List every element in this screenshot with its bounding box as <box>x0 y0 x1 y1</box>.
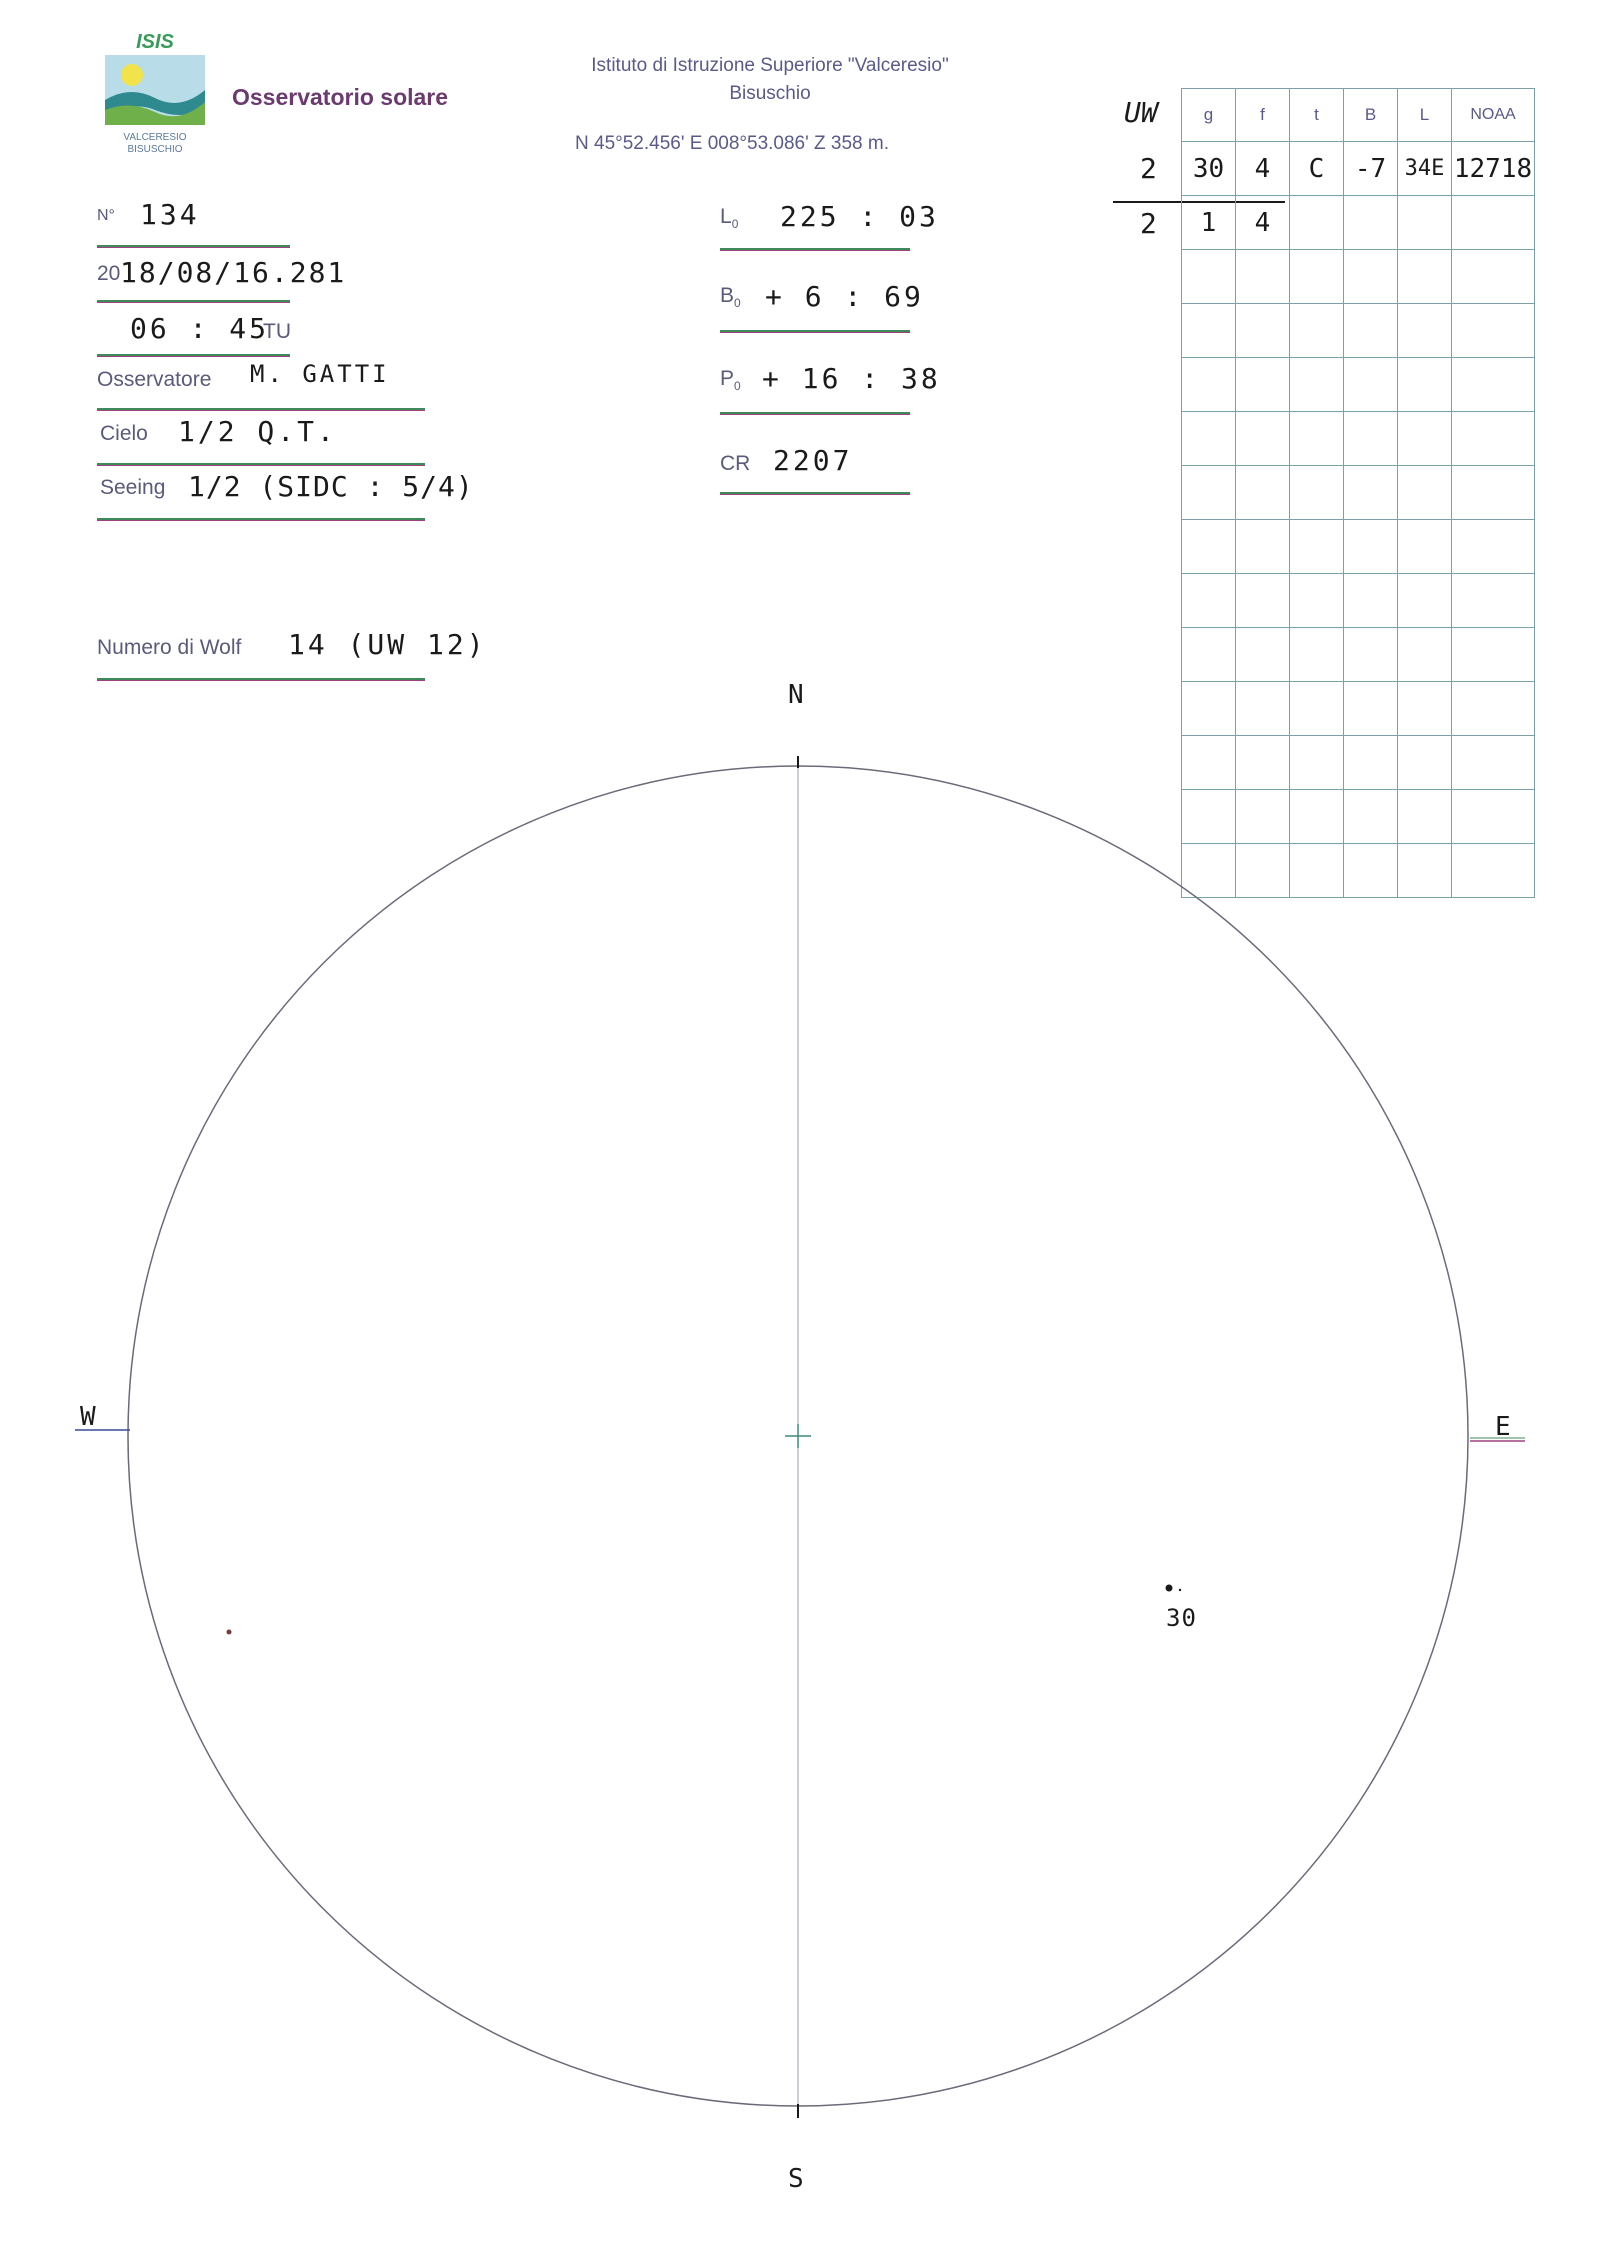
logo-caption-2: BISUSCHIO <box>127 144 183 155</box>
logo-text: ISIS <box>136 31 174 53</box>
cr-label: CR <box>720 452 751 475</box>
date-prefix: 20 <box>97 262 121 285</box>
cell-b: -7 <box>1344 142 1398 196</box>
header-noaa: NOAA <box>1452 89 1535 142</box>
station-coordinates: N 45°52.456' E 008°53.086' Z 358 m. <box>575 133 889 154</box>
header-t: t <box>1290 89 1344 142</box>
group-label-30: 30 <box>1166 1604 1197 1632</box>
header-g: g <box>1182 89 1236 142</box>
seeing-label: Seeing <box>100 476 166 499</box>
header-f: f <box>1236 89 1290 142</box>
east-label: E <box>1495 1412 1511 1442</box>
date-value: 18/08/16.281 <box>120 256 347 289</box>
institute-town: Bisuschio <box>729 83 811 104</box>
logo-caption-1: VALCERESIO <box>123 132 187 143</box>
number-label: N° <box>97 207 115 224</box>
p0-value: + 16 : 38 <box>762 362 941 395</box>
number-value: 134 <box>140 198 200 231</box>
observatory-title: Osservatorio solare <box>232 84 449 110</box>
institute-name: Istituto di Istruzione Superiore "Valceresio" <box>591 55 949 76</box>
cr-value: 2207 <box>773 444 853 477</box>
sky-value: 1/2 Q.T. <box>178 415 337 448</box>
cell-noaa: 12718 <box>1452 142 1535 196</box>
cell-g: 1 <box>1182 196 1236 250</box>
wolf-value: 14 (UW 12) <box>288 628 487 661</box>
header-l: L <box>1398 89 1452 142</box>
b0-label: $B_0$ <box>720 284 741 311</box>
b0-value: + 6 : 69 <box>765 280 924 313</box>
north-label: N <box>788 680 804 710</box>
uw-value-2: 2 <box>1140 207 1160 240</box>
cell-g: 30 <box>1182 142 1236 196</box>
west-label: W <box>80 1402 96 1432</box>
wolf-label: Numero di Wolf <box>97 636 242 659</box>
cell-l: 34E <box>1398 142 1452 196</box>
header-b: B <box>1344 89 1398 142</box>
cell-f: 4 <box>1236 196 1290 250</box>
south-label: S <box>788 2164 804 2194</box>
seeing-value: 1/2 (SIDC : 5/4) <box>188 470 474 503</box>
cell-t: C <box>1290 142 1344 196</box>
stray-mark <box>227 1630 232 1635</box>
uw-value-1: 2 <box>1140 152 1160 185</box>
p0-label: $P_0$ <box>720 367 741 394</box>
time-value: 06 : 45 <box>130 312 270 345</box>
observer-value: M. GATTI <box>250 360 390 388</box>
cell-f: 4 <box>1236 142 1290 196</box>
sunspot-group-30-dot <box>1166 1585 1173 1592</box>
time-unit: TU <box>263 320 291 343</box>
l0-value: 225 : 03 <box>780 200 939 233</box>
uw-header: UW <box>1124 96 1158 129</box>
sky-label: Cielo <box>100 422 148 445</box>
l0-label: $L_0$ <box>720 205 739 232</box>
observer-label: Osservatore <box>97 368 212 391</box>
